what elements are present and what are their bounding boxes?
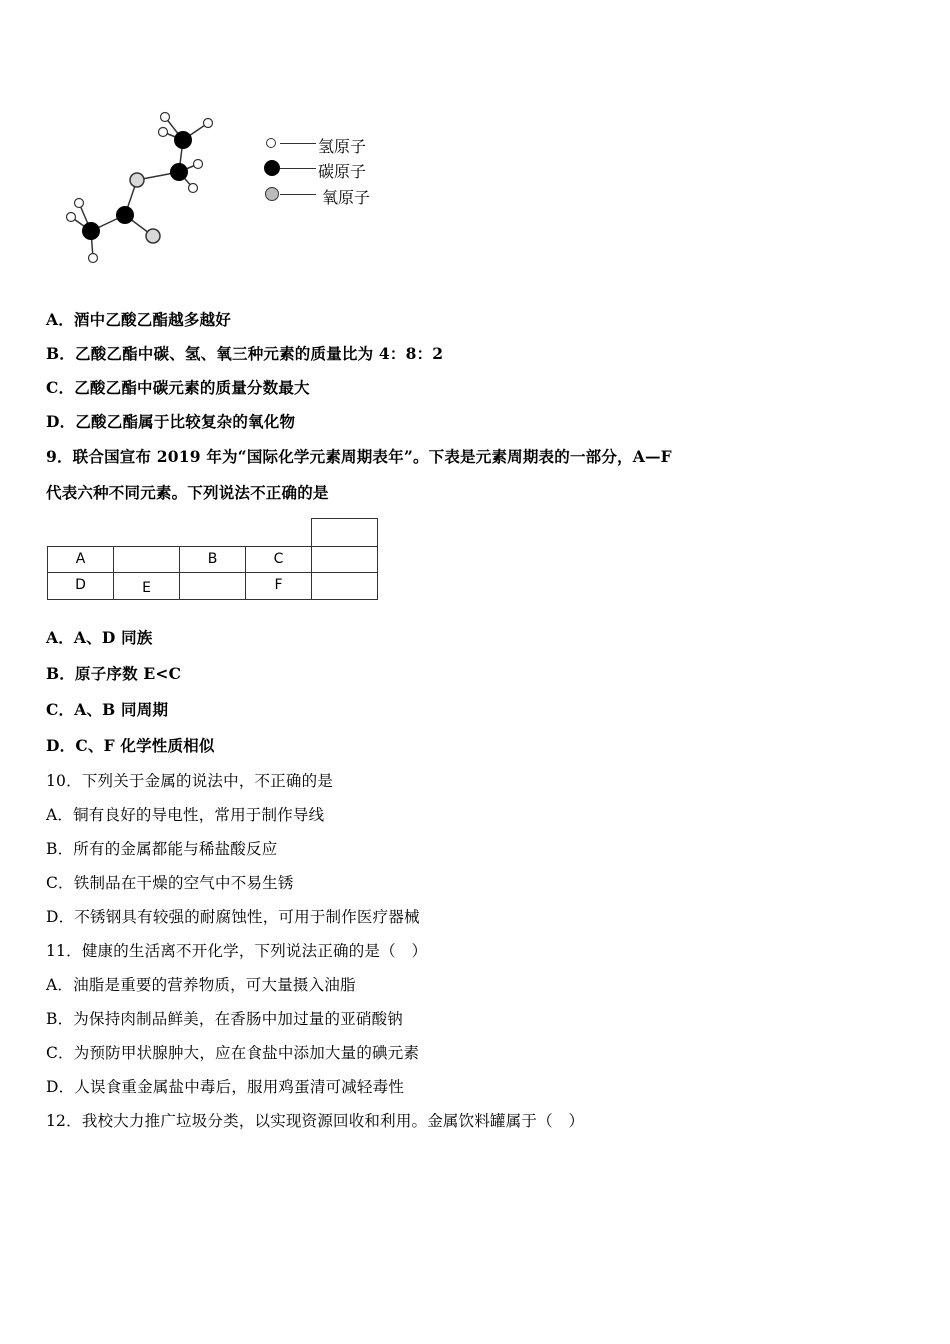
legend-rule	[280, 194, 316, 195]
q10-stem: 10．下列关于金属的说法中，不正确的是	[46, 772, 334, 790]
q9-option-c: C．A、B 同周期	[46, 700, 169, 719]
table-cell	[311, 572, 378, 600]
q9-option-a: A．A、D 同族	[46, 628, 153, 647]
legend-label: 碳原子	[318, 162, 367, 181]
table-cell: A	[47, 546, 114, 573]
carbon-atom	[82, 222, 100, 240]
periodic-table-fragment	[47, 518, 378, 600]
table-cell	[311, 518, 378, 547]
hydrogen-atom	[189, 184, 198, 193]
q9-stem-line2: 代表六种不同元素。下列说法不正确的是	[46, 483, 329, 502]
q11-option-c: C．为预防甲状腺肿大，应在食盐中添加大量的碘元素	[46, 1044, 420, 1062]
hydrogen-atom-icon	[266, 138, 276, 148]
table-cell	[311, 546, 378, 573]
table-cell: B	[179, 546, 246, 573]
oxygen-atom	[130, 173, 144, 187]
q11-stem: 11．健康的生活离不开化学，下列说法正确的是（ ）	[46, 942, 428, 960]
ethyl-acetate-molecule-figure	[55, 105, 235, 270]
table-cell: D	[47, 572, 114, 600]
legend-rule	[280, 143, 316, 144]
q8-option-d: D．乙酸乙酯属于比较复杂的氧化物	[46, 412, 296, 431]
q9-option-b: B．原子序数 E<C	[46, 664, 182, 683]
q8-option-b: B．乙酸乙酯中碳、氢、氧三种元素的质量比为 4：8：2	[46, 344, 444, 363]
table-cell	[113, 546, 180, 573]
q8-option-a: A．酒中乙酸乙酯越多越好	[46, 310, 231, 329]
carbon-atom	[174, 131, 192, 149]
q9-stem-line1: 9．联合国宣布 2019 年为“国际化学元素周期表年”。下表是元素周期表的一部分，A—F	[46, 447, 672, 466]
oxygen-atom-icon	[265, 187, 279, 201]
legend-carbon	[262, 157, 392, 181]
molecule-legend	[262, 130, 392, 210]
q10-option-c: C．铁制品在干燥的空气中不易生锈	[46, 874, 294, 892]
legend-hydrogen	[262, 132, 392, 156]
legend-label: 氧原子	[322, 188, 371, 207]
q10-option-a: A．铜有良好的导电性，常用于制作导线	[46, 806, 325, 824]
q10-option-b: B．所有的金属都能与稀盐酸反应	[46, 840, 278, 858]
hydrogen-atom	[75, 199, 84, 208]
q11-option-d: D．人误食重金属盐中毒后，服用鸡蛋清可减轻毒性	[46, 1078, 405, 1096]
hydrogen-atom	[89, 254, 98, 263]
q9-option-d: D．C、F 化学性质相似	[46, 736, 215, 755]
q10-option-d: D．不锈钢具有较强的耐腐蚀性，可用于制作医疗器械	[46, 908, 420, 926]
carbon-atom	[116, 206, 134, 224]
q11-option-b: B．为保持肉制品鲜美，在香肠中加过量的亚硝酸钠	[46, 1010, 403, 1028]
q12-stem: 12．我校大力推广垃圾分类，以实现资源回收和利用。金属饮料罐属于（ ）	[46, 1112, 585, 1130]
oxygen-atom	[146, 229, 160, 243]
hydrogen-atom	[194, 160, 203, 169]
q11-option-a: A．油脂是重要的营养物质，可大量摄入油脂	[46, 976, 356, 994]
carbon-atom	[170, 163, 188, 181]
table-cell	[179, 572, 246, 600]
table-cell: C	[245, 546, 312, 573]
legend-rule	[280, 168, 316, 169]
q8-option-c: C．乙酸乙酯中碳元素的质量分数最大	[46, 378, 310, 397]
table-cell: F	[245, 572, 312, 600]
legend-label: 氢原子	[318, 137, 367, 156]
hydrogen-atom	[204, 119, 213, 128]
hydrogen-atom	[161, 113, 170, 122]
carbon-atom-icon	[264, 160, 280, 176]
table-cell: E	[113, 572, 180, 600]
hydrogen-atom	[67, 213, 76, 222]
legend-oxygen	[262, 183, 392, 207]
hydrogen-atom	[159, 128, 168, 137]
